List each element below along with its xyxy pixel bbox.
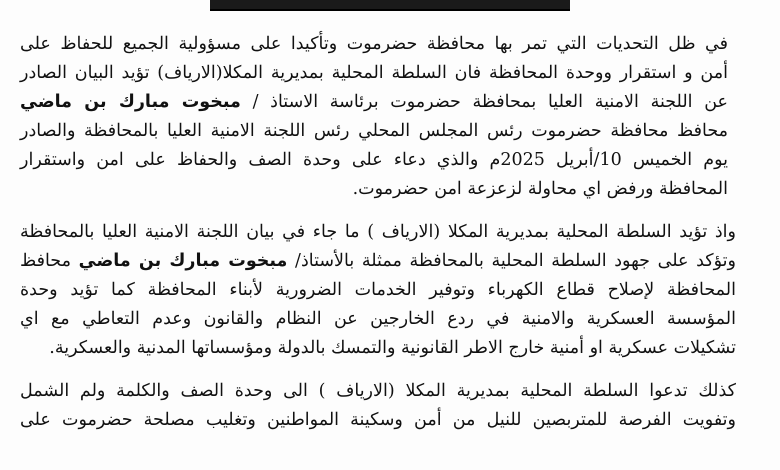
paragraph-1-line-5: يوم الخميس 10/أبريل 2025م والذي دعاء على وحدة الصف والحفاظ على امن واستقرار xyxy=(20,150,728,170)
paragraph-1-line-1: في ظل التحديات التي تمر بها محافظة حضرموت وتأكيدا على مسؤولية الجميع للحفاظ على xyxy=(20,34,728,54)
paragraph-2-line-4: المؤسسة العسكرية والامنية في ردع الخارجين عن النظام والقانون وعدم التعاطي مع اي xyxy=(20,309,736,329)
bold-name: مبخوت مبارك بن ماضي xyxy=(20,92,241,112)
paragraph-2-line-1: واذ تؤيد السلطة المحلية بمديرية المكلا (الارياف ) ما جاء في بيان اللجنة الامنية العليا بالمحافظة xyxy=(20,222,736,242)
paragraph-3-line-2: وتفويت الفرصة للمتربصين للنيل من أمن وسكينة المواطنين وتغليب مصلحة حضرموت على xyxy=(20,410,736,430)
document-title-bar xyxy=(210,0,570,11)
paragraph-1-line-3: عن اللجنة الامنية العليا بمحافظة حضرموت برئاسة الاستاذ / مبخوت مبارك بن ماضي xyxy=(20,92,728,112)
paragraph-1-line-4: محافظ محافظة حضرموت رئس المجلس المحلي رئس اللجنة الامنية العليا بالمحافظة والصادر xyxy=(20,121,728,141)
paragraph-2 xyxy=(20,218,750,363)
bold-name: مبخوت مبارك بن ماضي xyxy=(78,251,288,271)
paragraph-1-line-2: أمن و استقرار ووحدة المحافظة فان السلطة المحلية بمديرية المكلا(الارياف) تؤيد البيان الصادر xyxy=(20,63,728,83)
paragraph-2-line-2: وتؤكد على جهود السلطة المحلية بالمحافظة ممثلة بالأستاذ/ مبخوت مبارك بن ماضي محافظ xyxy=(20,251,736,271)
paragraph-3 xyxy=(20,377,750,435)
document-body xyxy=(20,30,750,449)
paragraph-2-line-5: تشكيلات عسكرية او أمنية خارج الاطر القانونية والتمسك بالدولة ومؤسساتها المدنية والعسكرية. xyxy=(49,338,736,358)
paragraph-2-line-3: المحافظة لإصلاح قطاع الكهرباء وتوفير الخدمات الضرورية لأبناء المحافظة كما تؤيد وحدة xyxy=(20,280,736,300)
paragraph-1 xyxy=(20,30,750,204)
document-title xyxy=(569,0,570,1)
paragraph-1-line-6: المحافظة ورفض اي محاولة لزعزعة امن حضرموت. xyxy=(352,179,728,199)
paragraph-3-line-1: كذلك تدعوا السلطة المحلية بمديرية المكلا (الارياف ) الى وحدة الصف والكلمة ولم الشمل xyxy=(20,381,736,401)
